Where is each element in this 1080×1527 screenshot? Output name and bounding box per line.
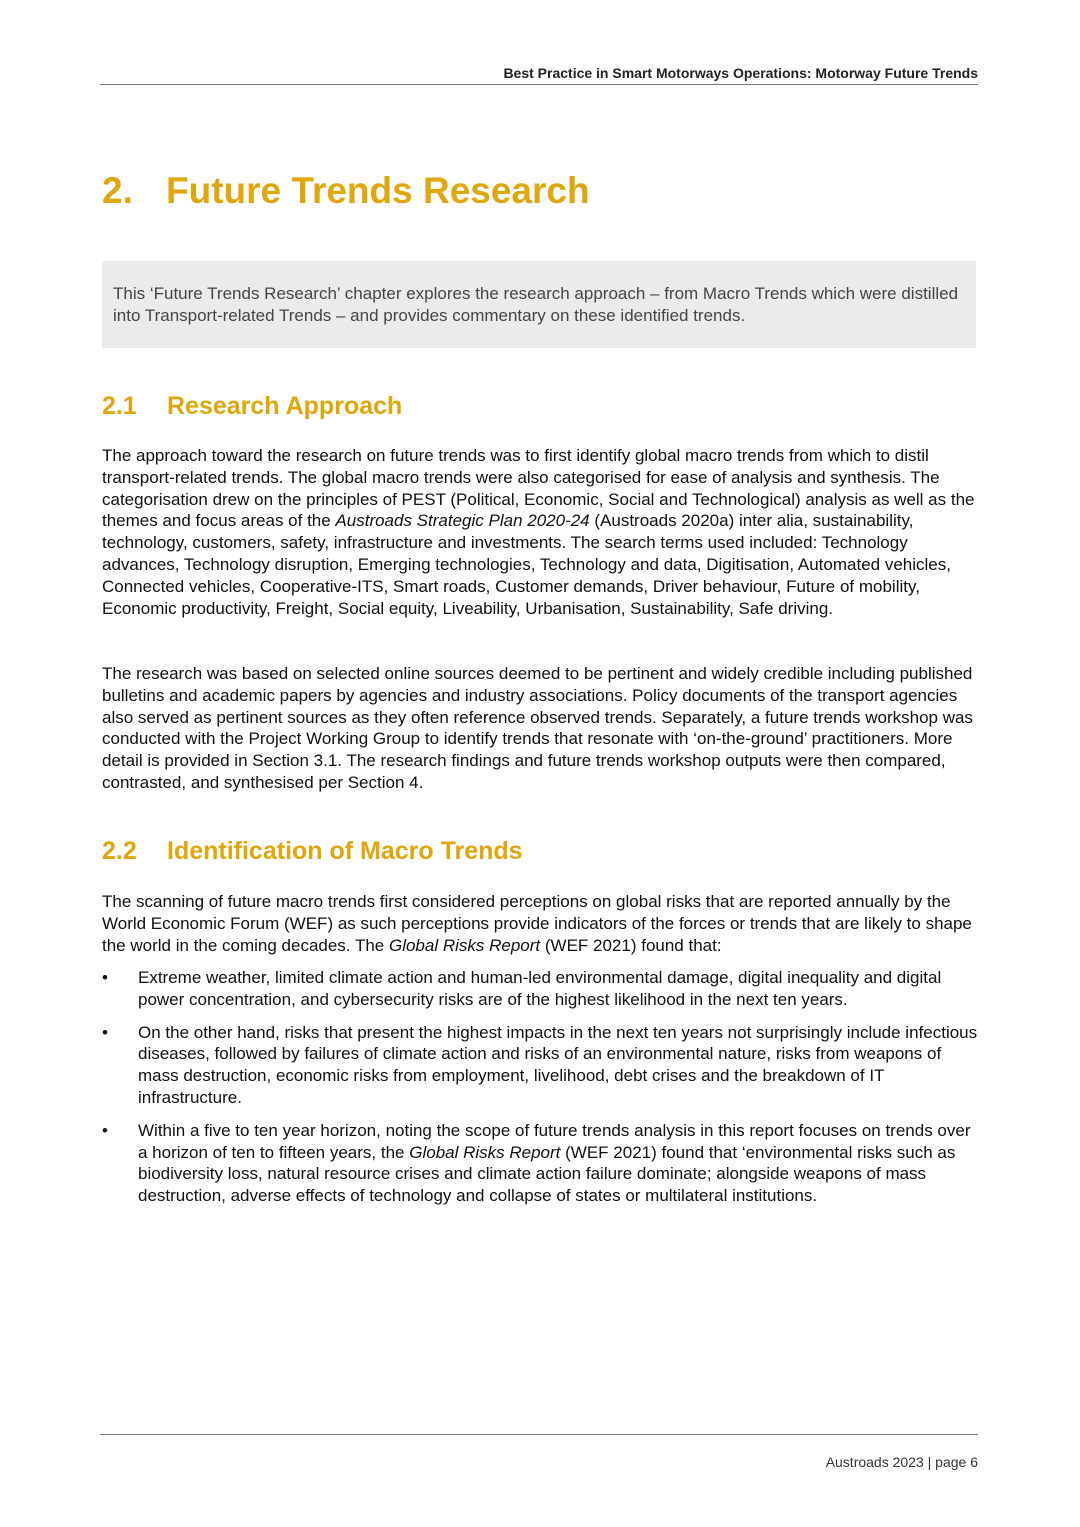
list-item-text: On the other hand, risks that present the highest impacts in the next ten years not surprisingly include infectious diseases, followed by failures of climate action and risks of an environmental nature, risks from weapons of mass destruction, economic risks from employment, livelihood, debt crises and the breakdown of IT infrastructure. (138, 1022, 978, 1107)
research-approach-paragraph-2 (102, 663, 978, 794)
bullet-marker: • (102, 968, 108, 987)
running-header-title: Best Practice in Smart Motorways Operations: Motorway Future Trends (503, 65, 978, 81)
list-item-text: (WEF 2021) found that ‘environmental risks such as biodiversity loss, natural resource crises and climate action failure dominate; alongside weapons of mass destruction, adverse effects of technology and collapse of states or multilateral institutions. (138, 1142, 956, 1206)
chapter-intro-text: This ‘Future Trends Research’ chapter explores the research approach – from Macro Trends which were distilled into Transport-related Trends – and provides commentary on these identified trends. (113, 284, 959, 325)
document-title-italic: Austroads Strategic Plan 2020-24 (335, 511, 590, 531)
report-title-italic: Global Risks Report (409, 1142, 561, 1162)
bullet-marker: • (102, 1022, 108, 1042)
paragraph-text: The research was based on selected online sources deemed to be pertinent and widely credible including published bulletins and academic papers by agencies and industry associations. Policy documents of the transport agencies also served as pertinent sources as they often reference observed trends. Separately, a future trends workshop was conducted with the Project Working Group to identify trends that resonate with ‘on-the-ground’ practitioners. More detail is provided in Section 3.1. The research findings and future trends workshop outputs were then compared, contrasted, and synthesised per Section 4. (102, 664, 973, 792)
section-title: Identification of Macro Trends (167, 837, 523, 865)
report-title-italic: Global Risks Report (388, 935, 541, 955)
chapter-number: 2. (102, 170, 133, 211)
section-number: 2.1 (102, 392, 137, 420)
paragraph-text: The approach toward the research on future trends was to first identify global macro trends from which to distil transport-related trends. The global macro trends were also categorised for ease of analysis and synthesis. The categorisation drew on the principles of PEST (Political, Economic, Social and Technological) analysis as well as the themes and focus areas of the (102, 446, 975, 531)
list-item (102, 1120, 978, 1207)
list-item-text: Extreme weather, limited climate action and human-led environmental damage, digital inequality and digital power concentration, and cybersecurity risks are of the highest likelihood in the next ten years. (138, 968, 942, 1009)
bullet-marker: • (102, 1120, 108, 1140)
section-heading-macro-trends (102, 837, 523, 866)
list-item-text: Within a five to ten year horizon, noting the scope of future trends analysis in this report focuses on trends over a horizon of ten to fifteen years, the (138, 1120, 971, 1162)
macro-trends-paragraph-1 (102, 891, 978, 956)
running-header (100, 64, 978, 85)
page-footer (100, 1434, 978, 1472)
list-item (102, 967, 978, 1011)
research-approach-paragraph-1 (102, 445, 978, 619)
chapter-title-text: Future Trends Research (166, 170, 590, 211)
chapter-intro-box (102, 261, 976, 348)
section-title: Research Approach (167, 392, 403, 420)
section-heading-research-approach (102, 392, 402, 421)
list-item (102, 1022, 978, 1109)
chapter-title (102, 170, 590, 212)
macro-trends-bullet-list (102, 967, 978, 1218)
paragraph-text: The scanning of future macro trends first considered perceptions on global risks that are reported annually by the World Economic Forum (WEF) as such perceptions provide indicators of the forces or trends that are likely to shape the world in the coming decades. The (102, 892, 972, 955)
page-number: Austroads 2023 | page 6 (825, 1454, 978, 1470)
section-number: 2.2 (102, 837, 137, 865)
paragraph-text: (Austroads 2020a) inter alia, sustainability, technology, customers, safety, infrastructure and investments. The search terms used included: Technology advances, Technology disruption, Emerging technologies, Technology and data, Digitisation, Automated vehicles, Connected vehicles, Cooperative-ITS, Smart roads, Customer demands, Driver behaviour, Future of mobility, Economic productivity, Freight, Social equity, Liveability, Urbanisation, Sustainability, Safe driving. (102, 511, 951, 618)
paragraph-text: (WEF 2021) found that: (540, 935, 722, 955)
